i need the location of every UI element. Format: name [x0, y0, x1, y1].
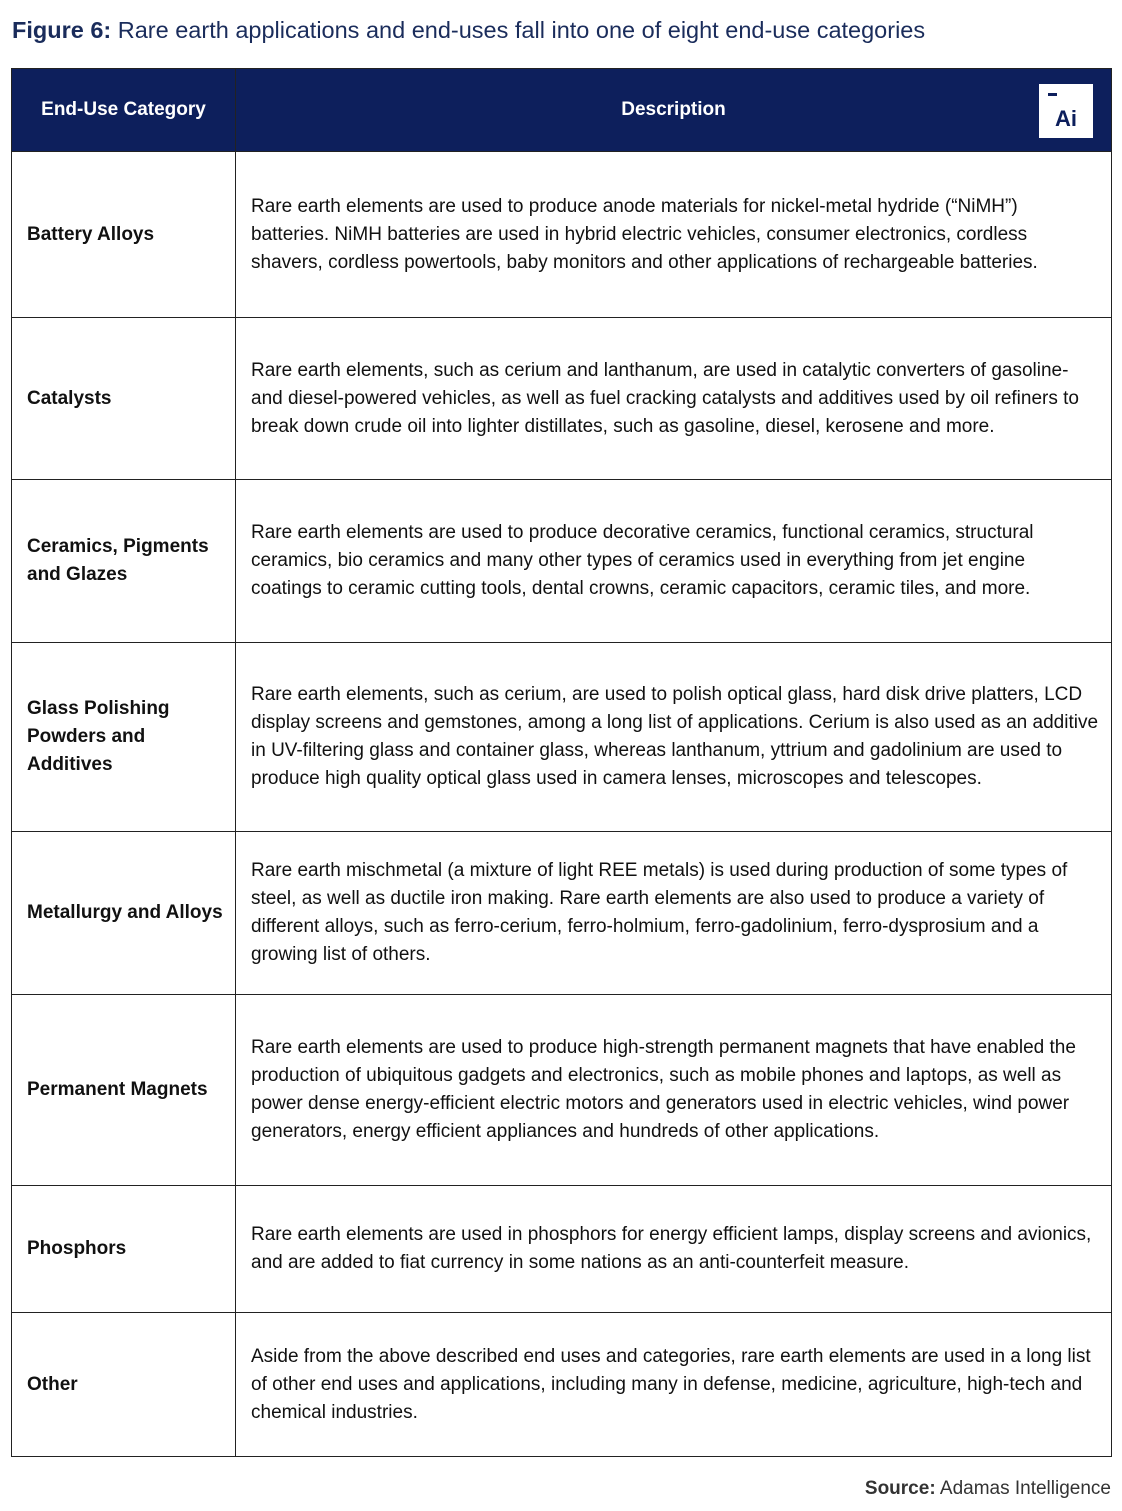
header-description — [236, 69, 1112, 152]
table-row — [12, 995, 1112, 1186]
table-row — [12, 832, 1112, 995]
row-description: Rare earth mischmetal (a mixture of light REE metals) is used during production of some types of steel, as well as ductile iron making. Rare earth elements are also used to produce a variety of different alloys, such as ferro-cerium, ferro-holmium, ferro-gadolinium, ferro-dysprosium and a growing list of others. — [236, 832, 1112, 995]
adamas-logo — [1039, 84, 1093, 138]
row-category: Metallurgy and Alloys — [12, 832, 236, 995]
row-description: Aside from the above described end uses and categories, rare earth elements are used in a long list of other end uses and applications, including many in defense, medicine, agriculture, high-tech and chemical industries. — [236, 1313, 1112, 1457]
table-row — [12, 318, 1112, 480]
row-description: Rare earth elements are used to produce anode materials for nickel-metal hydride (“NiMH”) batteries. NiMH batteries are used in hybrid electric vehicles, consumer electronics, cordless shavers, cordless powertools, baby monitors and other applications of rechargeable batteries. — [236, 152, 1112, 318]
logo-dash — [1048, 93, 1057, 96]
source-label: Source: — [864, 1478, 936, 1499]
row-category: Ceramics, Pigments and Glazes — [12, 480, 236, 643]
table-row — [12, 480, 1112, 643]
row-category: Catalysts — [12, 318, 236, 480]
source-text: Adamas Intelligence — [939, 1478, 1111, 1499]
row-description: Rare earth elements, such as cerium, are used to polish optical glass, hard disk drive platters, LCD display screens and gemstones, among a long list of applications. Cerium is also used as an additive in UV-filtering glass and container glass, whereas lanthanum, yttrium and gadolinium are used to produce high quality optical glass used in camera lenses, microscopes and telescopes. — [236, 643, 1112, 832]
table-row — [12, 152, 1112, 318]
table-row — [12, 643, 1112, 832]
row-category: Battery Alloys — [12, 152, 236, 318]
table-header-row — [12, 69, 1112, 152]
row-category: Other — [12, 1313, 236, 1457]
end-use-table — [11, 68, 1112, 1457]
header-description-label: Description — [621, 99, 726, 120]
figure-label: Figure 6: — [12, 17, 112, 43]
row-description: Rare earth elements are used in phosphors for energy efficient lamps, display screens and avionics, and are added to fiat currency in some nations as an anti-counterfeit measure. — [236, 1186, 1112, 1313]
row-description: Rare earth elements are used to produce high-strength permanent magnets that have enabled the production of ubiquitous gadgets and electronics, such as mobile phones and laptops, as well as power dense energy-efficient electric motors and generators used in electric vehicles, wind power generators, energy efficient appliances and hundreds of other applications. — [236, 995, 1112, 1186]
table-row — [12, 1186, 1112, 1313]
header-category: End-Use Category — [12, 69, 236, 152]
figure-title — [12, 14, 1112, 46]
row-category: Glass Polishing Powders and Additives — [12, 643, 236, 832]
row-category: Permanent Magnets — [12, 995, 236, 1186]
figure-caption: Rare earth applications and end-uses fall into one of eight end-use categories — [117, 17, 926, 43]
source-credit — [865, 1476, 1111, 1502]
row-category: Phosphors — [12, 1186, 236, 1313]
logo-text: Ai — [1055, 106, 1077, 131]
row-description: Rare earth elements, such as cerium and lanthanum, are used in catalytic converters of gasoline- and diesel-powered vehicles, as well as fuel cracking catalysts and additives used by oil refiners to break down crude oil into lighter distillates, such as gasoline, diesel, kerosene and more. — [236, 318, 1112, 480]
row-description: Rare earth elements are used to produce decorative ceramics, functional ceramics, structural ceramics, bio ceramics and many other types of ceramics used in everything from jet engine coatings to ceramic cutting tools, dental crowns, ceramic capacitors, ceramic tiles, and more. — [236, 480, 1112, 643]
table-row — [12, 1313, 1112, 1457]
